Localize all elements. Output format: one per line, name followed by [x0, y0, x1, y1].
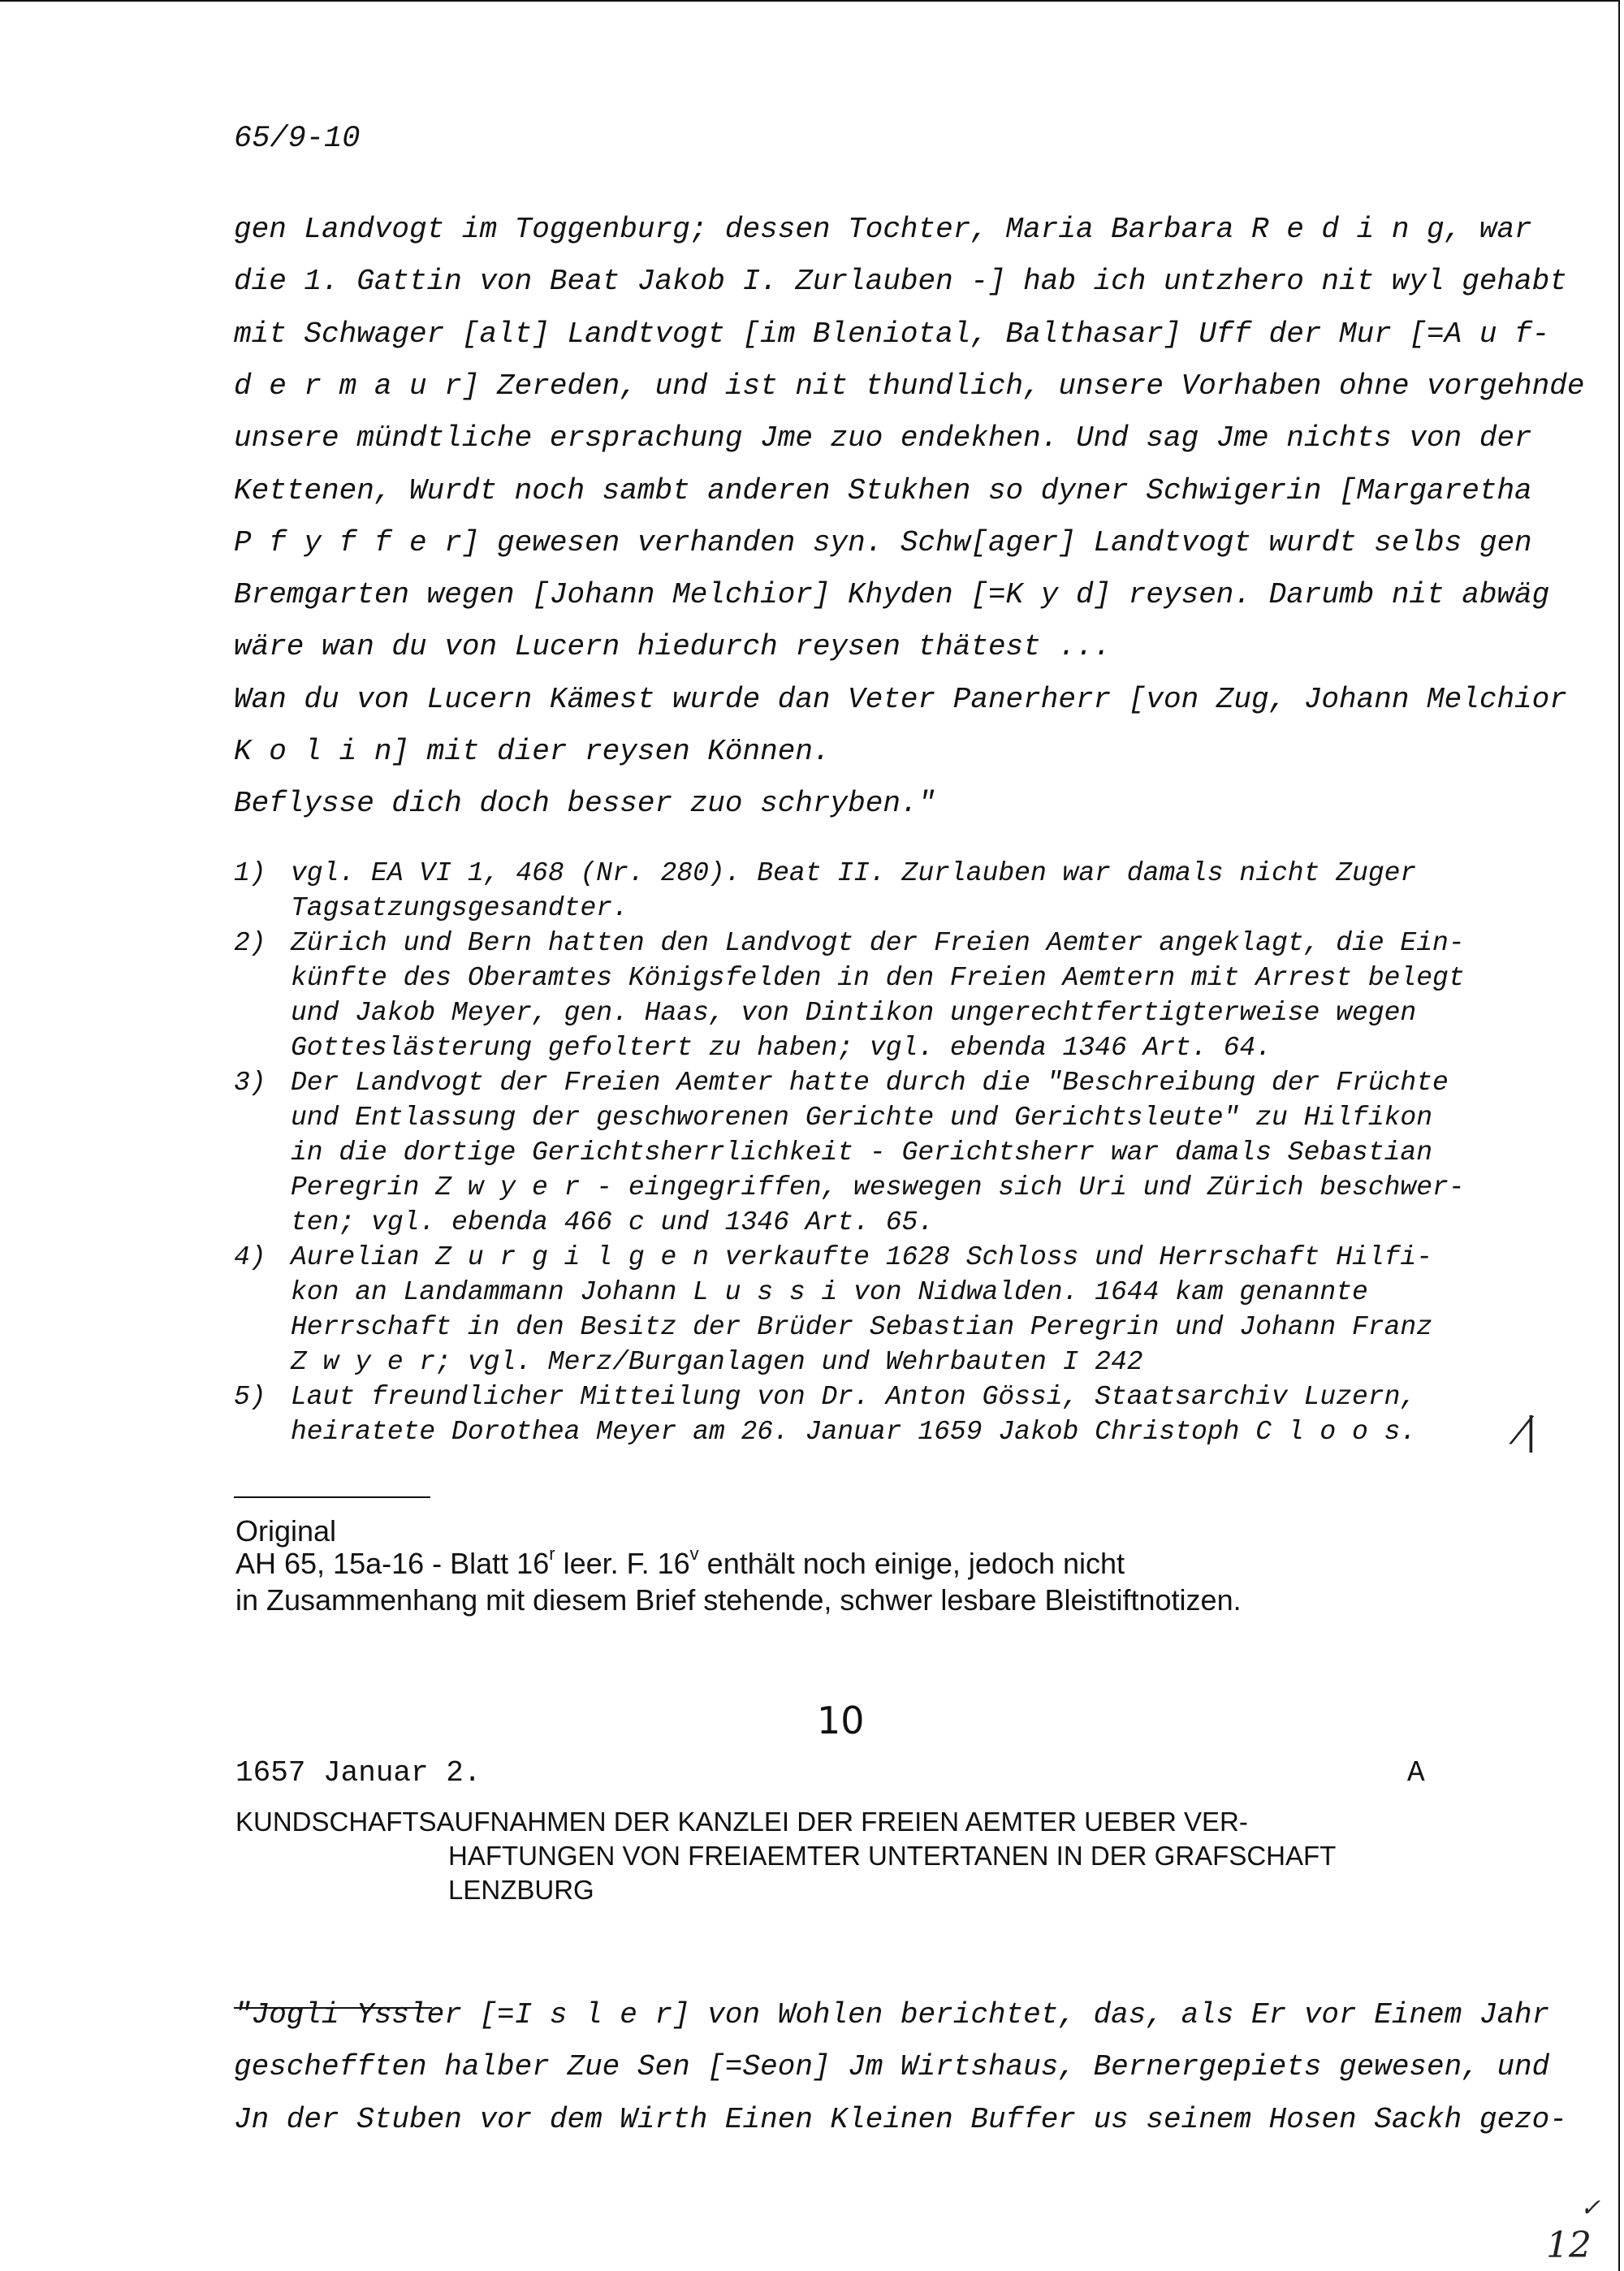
- footnote-line: Herrschaft in den Besitz der Brüder Sebastian Peregrin und Johann Franz: [291, 1312, 1433, 1342]
- footnote-line: vgl. EA VI 1, 468 (Nr. 280). Beat II. Zurlauben war damals nicht Zuger: [291, 858, 1417, 888]
- body-line: P f y f f e r] gewesen verhanden syn. Schw[ager] Landtvogt wurdt selbs gen: [234, 526, 1532, 559]
- body-line: "Jogli Yssler [=I s l e r] von Wohlen berichtet, das, als Er vor Einem Jahr: [234, 1998, 1550, 2031]
- source-text: enthält noch einige, jedoch nicht: [698, 1547, 1125, 1580]
- footnote-line: Aurelian Z u r g i l g e n verkaufte 1628 Schloss und Herrschaft Hilfi-: [291, 1242, 1433, 1272]
- footnote-line: Tagsatzungsgesandter.: [291, 893, 628, 923]
- separator-rule: [234, 1496, 430, 1498]
- footnote-line: und Entlassung der geschworenen Gerichte und Gerichtsleute" zu Hilfikon: [291, 1103, 1433, 1133]
- page-border-top: [0, 0, 1620, 2]
- margin-mark: ⁄|: [1518, 1409, 1538, 1453]
- footnote-line: und Jakob Meyer, gen. Haas, von Dintikon ungerechtfertigterweise wegen: [291, 998, 1417, 1028]
- footnote-line: ten; vgl. ebenda 466 c und 1346 Art. 65.: [291, 1207, 935, 1237]
- verso-superscript: v: [689, 1544, 699, 1564]
- original-source-line: [235, 1544, 1125, 1581]
- check-mark: ✓: [1580, 2194, 1601, 2222]
- body-line: wäre wan du von Lucern hiedurch reysen thätest ...: [234, 630, 1112, 663]
- footnote-line: Z w y e r; vgl. Merz/Burganlagen und Wehrbauten I 242: [291, 1347, 1143, 1377]
- original-heading: Original: [235, 1514, 337, 1548]
- footnote-line: Zürich und Bern hatten den Landvogt der Freien Aemter angeklagt, die Ein-: [291, 928, 1465, 958]
- body-line: unsere mündtliche ersprachung Jme zuo endekhen. Und sag Jme nichts von der: [234, 421, 1532, 455]
- footnote-number: 1): [234, 858, 266, 888]
- footnote-line: heiratete Dorothea Meyer am 26. Januar 1659 Jakob Christoph C l o o s.: [291, 1417, 1417, 1447]
- footnote-line: kon an Landammann Johann L u s s i von Nidwalden. 1644 kam genannte: [291, 1277, 1368, 1307]
- document-title-line: HAFTUNGEN VON FREIAEMTER UNTERTANEN IN DER GRAFSCHAFT: [448, 1841, 1337, 1871]
- body-line: Wan du von Lucern Kämest wurde dan Veter Panerherr [von Zug, Johann Melchior: [234, 683, 1567, 716]
- footnote-line: künfte des Oberamtes Königsfelden in den Freien Aemtern mit Arrest belegt: [291, 963, 1465, 993]
- footnote-line: Der Landvogt der Freien Aemter hatte durch die "Beschreibung der Früchte: [291, 1068, 1449, 1098]
- body-line: gen Landvogt im Toggenburg; dessen Tochter, Maria Barbara R e d i n g, war: [234, 213, 1532, 246]
- document-title-line: KUNDSCHAFTSAUFNAHMEN DER KANZLEI DER FREIEN AEMTER UEBER VER-: [235, 1807, 1248, 1837]
- footnote-line: Laut freundlicher Mitteilung von Dr. Anton Gössi, Staatsarchiv Luzern,: [291, 1382, 1417, 1412]
- footnote-line: Peregrin Z w y e r - eingegriffen, weswegen sich Uri und Zürich beschwer-: [291, 1172, 1465, 1202]
- footnote-line: in die dortige Gerichtsherrlichkeit - Gerichtsherr war damals Sebastian: [291, 1138, 1433, 1168]
- document-title-line: LENZBURG: [448, 1875, 594, 1905]
- recto-superscript: r: [549, 1544, 555, 1564]
- footnote-line: Gotteslästerung gefoltert zu haben; vgl. ebenda 1346 Art. 64.: [291, 1033, 1272, 1063]
- body-line: die 1. Gattin von Beat Jakob I. Zurlauben -] hab ich untzhero nit wyl gehabt: [234, 265, 1567, 298]
- body-line: Jn der Stuben vor dem Wirth Einen Kleinen Buffer us seinem Hosen Sackh gezo-: [234, 2103, 1567, 2136]
- body-line: mit Schwager [alt] Landtvogt [im Bleniotal, Balthasar] Uff der Mur [=A u f-: [234, 317, 1550, 351]
- body-line: K o l i n] mit dier reysen Können.: [234, 735, 831, 768]
- document-marker: A: [1407, 1756, 1425, 1790]
- footnote-number: 3): [234, 1068, 266, 1098]
- document-date: 1657 Januar 2.: [235, 1756, 482, 1790]
- source-text: leer. F. 16: [555, 1547, 690, 1580]
- body-line: Beflysse dich doch besser zuo schryben.": [234, 787, 936, 820]
- body-line: d e r m a u r] Zereden, und ist nit thundlich, unsere Vorhaben ohne vorgehnde: [234, 369, 1585, 403]
- footnote-number: 2): [234, 928, 266, 958]
- page-border-right: [1618, 0, 1620, 2271]
- body-line: Kettenen, Wurdt noch sambt anderen Stukhen so dyner Schwigerin [Margaretha: [234, 474, 1532, 507]
- footnote-number: 5): [234, 1382, 266, 1412]
- folio-number: 12: [1546, 2225, 1592, 2266]
- document-number: 10: [817, 1699, 865, 1742]
- source-text: AH 65, 15a-16 - Blatt 16: [235, 1547, 550, 1580]
- footnote-number: 4): [234, 1242, 266, 1272]
- body-line: geschefften halber Zue Sen [=Seon] Jm Wirtshaus, Bernergepiets gewesen, und: [234, 2050, 1550, 2083]
- page-reference: 65/9-10: [234, 122, 361, 156]
- body-line: Bremgarten wegen [Johann Melchior] Khyden [=K y d] reysen. Darumb nit abwäg: [234, 578, 1550, 611]
- original-source-line: in Zusammenhang mit diesem Brief stehende, schwer lesbare Bleistiftnotizen.: [235, 1583, 1242, 1617]
